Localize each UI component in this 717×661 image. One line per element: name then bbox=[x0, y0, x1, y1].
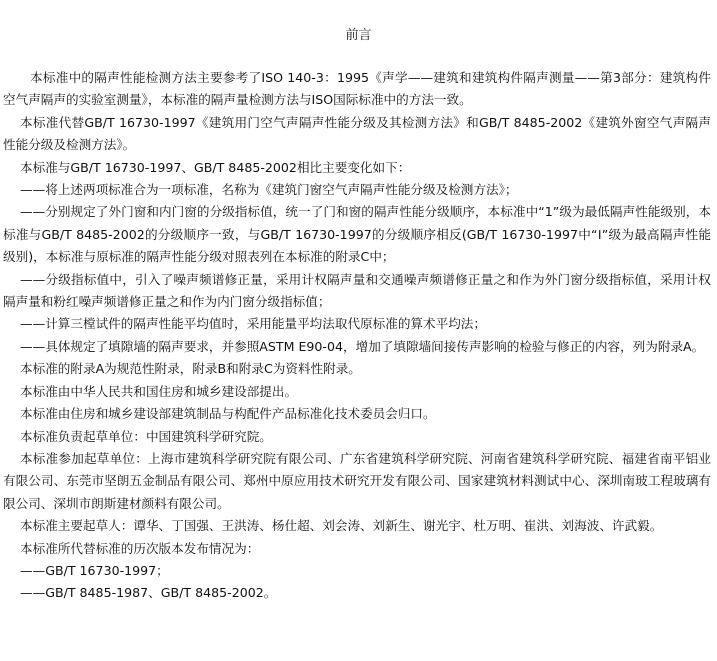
paragraph-5: ——分别规定了外门窗和内门窗的分级指标值，统一了门和窗的隔声性能分级顺序，本标准中“1”级为最低隔声性能级别，本标准与GB/T 8485-2002的分级顺序一致，与GB/T 16730-1997的分级顺序相反(GB/T 16730-1997中“Ⅰ”级为最高隔声性能级别)，本标准与原标准的隔声性能分级对照表列在本标准的附录C中； bbox=[3, 204, 711, 265]
paragraph-13: 本标准参加起草单位：上海市建筑科学研究院有限公司、广东省建筑科学研究院、河南省建筑科学研究院、福建省南平铝业有限公司、东莞市坚朗五金制品有限公司、郑州中原应用技术研究开发有限公司、国家建筑材料测试中心、深圳南玻工程玻璃有限公司、深圳市朗斯建材颜料有限公司。 bbox=[3, 450, 711, 511]
paragraph-8: ——具体规定了填隙墙的隔声要求，并参照ASTM E90-04，增加了填隙墙间接传声影响的检验与修正的内容，列为附录A。 bbox=[20, 338, 705, 354]
paragraph-2: 本标准代替GB/T 16730-1997《建筑用门空气声隔声性能分级及其检测方法》和GB/T 8485-2002《建筑外窗空气声隔声性能分级及检测方法》。 bbox=[3, 114, 711, 153]
paragraph-14: 本标准主要起草人：谭华、丁国强、王洪涛、杨仕超、刘会涛、刘新生、谢光宇、杜万明、崔洪、刘海波、许武毅。 bbox=[20, 518, 663, 534]
paragraph-17: ——GB/T 8485-1987、GB/T 8485-2002。 bbox=[20, 585, 277, 601]
paragraph-4: ——将上述两项标准合为一项标准，名称为《建筑门窗空气声隔声性能分级及检测方法》； bbox=[20, 182, 518, 198]
document-title: 前言 bbox=[345, 28, 372, 43]
paragraph-6: ——分级指标值中，引入了噪声频谱修正量，采用计权隔声量和交通噪声频谱修正量之和作为外门窗分级指标值，采用计权隔声量和粉红噪声频谱修正量之和作为内门窗分级指标值； bbox=[3, 271, 711, 310]
paragraph-12: 本标准负责起草单位：中国建筑科学研究院。 bbox=[20, 428, 272, 444]
paragraph-1: 本标准中的隔声性能检测方法主要参考了ISO 140-3：1995《声学——建筑和建筑构件隔声测量——第3部分：建筑构件空气声隔声的实验室测量》，本标准的隔声量检测方法与ISO国际标准中的方法一致。 bbox=[3, 70, 711, 108]
paragraph-9: 本标准的附录A为规范性附录，附录B和附录C为资料性附录。 bbox=[20, 361, 361, 377]
paragraph-16: ——GB/T 16730-1997； bbox=[20, 562, 169, 578]
paragraph-10: 本标准由中华人民共和国住房和城乡建设部提出。 bbox=[20, 383, 298, 399]
paragraph-15: 本标准所代替标准的历次版本发布情况为： bbox=[20, 540, 260, 556]
paragraph-7: ——计算三樘试件的隔声性能平均值时，采用能量平均法取代原标准的算术平均法； bbox=[20, 316, 486, 332]
paragraph-3: 本标准与GB/T 16730-1997、GB/T 8485-2002相比主要变化如下： bbox=[20, 159, 411, 175]
document-body bbox=[3, 67, 711, 605]
paragraph-11: 本标准由住房和城乡建设部建筑制品与构配件产品标准化技术委员会归口。 bbox=[20, 406, 436, 422]
